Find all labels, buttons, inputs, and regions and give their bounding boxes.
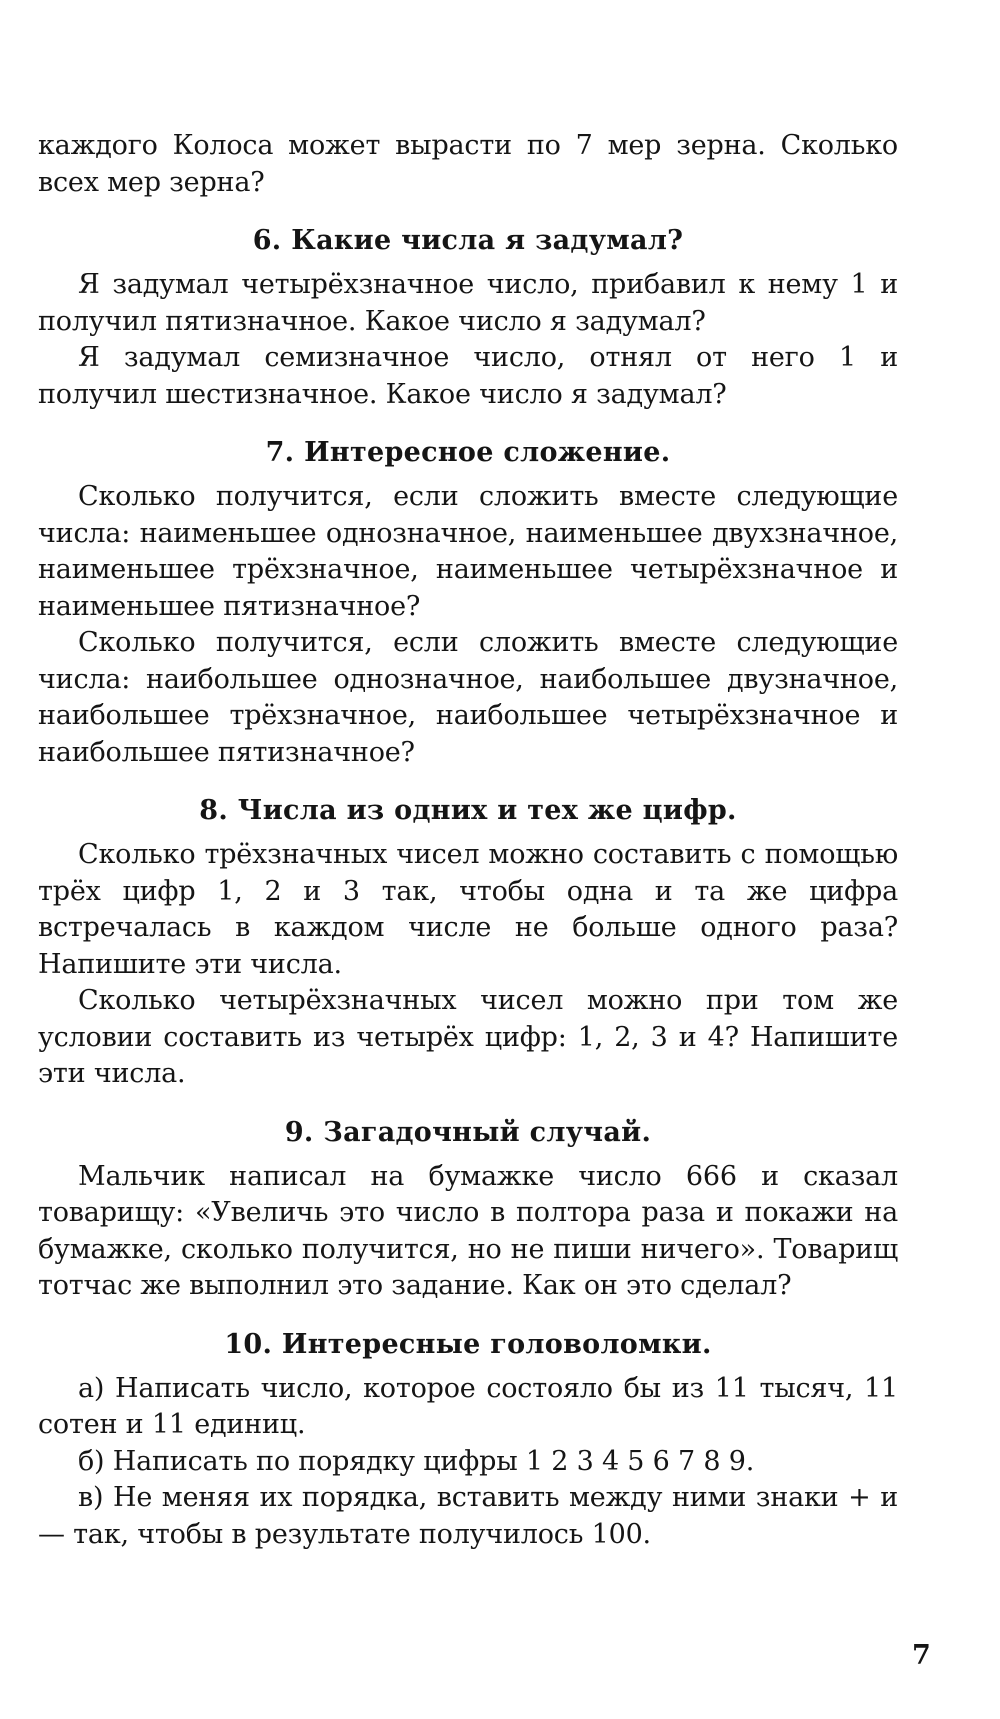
problem-10 — [38, 1327, 898, 1554]
problem-6-paragraph-1: Я задумал четырёхзначное число, прибавил к нему 1 и получил пятизначное. Какое число я задумал? — [38, 269, 898, 337]
problem-7-paragraph-2: Сколько получится, если сложить вместе следующие числа: наибольшее однозначное, наибольшее двузначное, наибольшее трёхзначное, наибольшее четырёхзначное и наибольшее пятизначное? — [38, 627, 898, 768]
problem-9-paragraph-1: Мальчик написал на бумажке число 666 и сказал товарищу: «Увеличь это число в полтора раза и покажи на бумажке, сколько получится, но не пиши ничего». Товарищ тотчас же выполнил это задание. Как он это сделал? — [38, 1160, 898, 1301]
problem-8-paragraph-2: Сколько четырёхзначных чисел можно при том же условии составить из четырёх цифр: 1, 2, 3 и 4? Напишите эти числа. — [38, 985, 898, 1089]
problem-6-heading: 6. Какие числа я задумал? — [252, 225, 684, 256]
problem-10-item-b: б) Написать по порядку цифры 1 2 3 4 5 6 7 8 9. — [78, 1445, 755, 1477]
problem-10-item-c: в) Не меняя их порядка, вставить между ними знаки + и — так, чтобы в результате получилось 100. — [38, 1482, 898, 1550]
problem-9-heading: 9. Загадочный случай. — [284, 1116, 652, 1148]
problem-7-paragraph-1: Сколько получится, если сложить вместе следующие числа: наименьшее однозначное, наименьшее двухзначное, наименьшее трёхзначное, наименьшее четырёхзначное и наименьшее пятизначное? — [38, 481, 898, 622]
problem-9 — [38, 1115, 898, 1305]
intro-paragraph: каждого Колоса может вырасти по 7 мер зерна. Сколько всех мер зерна? — [38, 130, 898, 198]
problem-8-paragraph-1: Сколько трёхзначных чисел можно составить с помощью трёх цифр 1, 2 и 3 так, чтобы одна и та же цифра встречалась в каждом числе не больше одного раза? Напишите эти числа. — [38, 839, 898, 980]
page-content — [38, 128, 898, 1553]
problem-7-heading: 7. Интересное сложение. — [265, 437, 671, 468]
problem-7 — [38, 435, 898, 771]
page-number: 7 — [912, 1640, 931, 1671]
problem-6-paragraph-2: Я задумал семизначное число, отнял от него 1 и получил шестизначное. Какое число я задумал? — [38, 342, 898, 410]
problem-8 — [38, 793, 898, 1093]
problem-8-heading: 8. Числа из одних и тех же цифр. — [199, 795, 737, 826]
problem-10-heading: 10. Интересные головоломки. — [224, 1328, 712, 1360]
problem-10-item-a: а) Написать число, которое состояло бы из 11 тысяч, 11 сотен и 11 единиц. — [38, 1372, 898, 1440]
problem-6 — [38, 223, 898, 413]
